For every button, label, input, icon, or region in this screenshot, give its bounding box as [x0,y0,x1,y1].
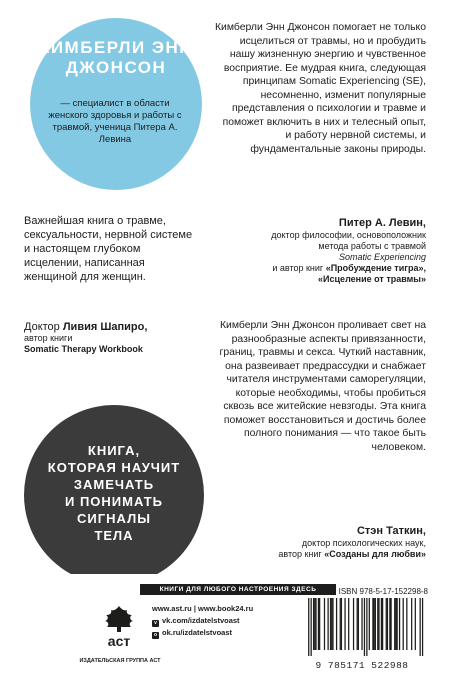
barcode-bar [330,598,331,650]
barcode-bar [377,598,378,650]
barcode-bar [331,598,332,650]
blurb-levine-text: Кимберли Энн Джонсон помогает не только исцелиться от травмы, но и пробудить нашу жизненную энергию и чувственное восприятие. Ее мудрая книга, следующая принципам Somatic Experiencing (SE), несомненно, изменит популярные представления о психологии и травме и поможет включить в них и телесный опыт, и работу нервной системы, и фундаментальные законы природы. [215,22,426,155]
author-name-line1: КИМБЕРЛИ ЭНН [38,38,194,57]
barcode-bar [319,598,320,650]
barcode-bar [340,598,341,650]
barcode-bar [324,598,325,650]
barcode-bars [296,598,428,656]
barcode-bar [357,598,358,650]
barcode-bar [364,598,365,656]
slogan-line5: СИГНАЛЫ [77,511,151,526]
isbn-label: ISBN 978-5-17-152298-8 [338,587,428,596]
barcode-bar [395,598,396,650]
barcode-bar [313,598,314,650]
quote-author: Ливия Шапиро, [62,321,148,333]
publisher-links [152,603,282,639]
blurb-tatkin-book: «Созданы для любви» [324,549,426,559]
barcode-bar [399,598,400,650]
blurb-levine-role-3: Somatic Experiencing [338,252,426,262]
barcode-bar [314,598,315,650]
barcode-bar [308,598,309,656]
barcode-bar [411,598,412,650]
barcode-bar [366,598,367,656]
barcode-bar [382,598,383,650]
quote-shapiro-attribution [24,322,204,355]
blurb-levine-role-4: и автор книг [272,263,326,273]
barcode-bar [327,598,328,650]
blurb-levine-role-1: доктор философии, основоположник [271,230,426,240]
slogan-line6: ТЕЛА [94,528,134,543]
barcode-bar [374,598,375,650]
slogan [30,442,198,544]
author-description: — специалист в области женского здоровья и работы с травмой, ученица Питера А. Левина [48,98,182,145]
blurb-levine-role-2: метода работы с травмой [318,241,426,251]
barcode-bar [415,598,416,650]
author-name [36,38,196,78]
barcode-bar [381,598,382,650]
barcode-bar [387,598,388,650]
barcode-bar [369,598,370,650]
slogan-line4: И ПОНИМАТЬ [65,494,163,509]
publisher-site-link[interactable]: www.ast.ru | www.book24.ru [152,604,254,613]
barcode-bar [378,598,379,650]
blurb-levine-book1: «Пробуждение тигра», [325,263,426,273]
blurb-levine-books-1 [222,263,426,274]
blurb-tatkin-author: Стэн Таткин, [356,525,426,537]
publisher-vk-row [152,615,282,627]
barcode-bar [403,598,404,650]
blurb-levine-book2: «Исцеление от травмы» [318,274,426,284]
barcode-bar [420,598,421,656]
barcode-bar [348,598,349,650]
barcode-bar [375,598,376,650]
barcode-bar [358,598,359,650]
barcode-bar [361,598,362,650]
blurb-tatkin-signature [222,524,426,560]
publisher-vk-link[interactable]: vk.com/izdatelstvoast [162,616,240,625]
quote-book: Somatic Therapy Workbook [24,344,143,354]
publisher-slogan-bar: КНИГИ ДЛЯ ЛЮБОГО НАСТРОЕНИЯ ЗДЕСЬ [140,584,336,595]
blurb-levine-author: Питер А. Левин, [338,217,426,229]
barcode-bar [386,598,387,650]
blurb-tatkin-role-2: автор книг [278,549,325,559]
quote-author-prefix: Доктор [24,321,63,333]
barcode-bar [394,598,395,650]
barcode-bar [318,598,319,650]
barcode-number: 9 785171 522988 [315,660,409,671]
barcode-bar [372,598,373,650]
barcode-bar [315,598,316,650]
barcode-bar [344,598,345,650]
publisher-ok-link[interactable]: ok.ru/izdatelstvoast [162,628,233,637]
barcode-bar [390,598,391,650]
slogan-line2: КОТОРАЯ НАУЧИТ [47,460,181,475]
barcode-bar [397,598,398,650]
publisher-caption: ИЗДАТЕЛЬСКАЯ ГРУППА АСТ [79,658,161,664]
blurb-levine-signature [222,216,426,285]
barcode-bar [353,598,354,650]
barcode-bar [336,598,337,650]
barcode-bar [311,598,312,656]
publisher-ok-row [152,627,282,639]
barcode [296,598,428,668]
slogan-line3: ЗАМЕЧАТЬ [73,477,155,492]
vk-icon: v [152,620,159,627]
barcode-bar [406,598,407,650]
barcode-bar [422,598,423,656]
ast-logo-icon [96,604,142,650]
quote-role: автор книги [24,333,73,343]
blurb-tatkin-text: Кимберли Энн Джонсон проливает свет на разнообразные аспекты привязанности, границ, травмы и секса. Чуткий наставник, она развеивает предрассудки и снабжает читателя инструментами саморегуляции, которые необходимы, чтобы пробиться сквозь все житейские невзгоды. Эта книга поможет восстановиться и достичь более полного понимания — что такое быть человеком. [219,320,426,453]
quote-shapiro-text: Важнейшая книга о травме, сексуальности, нервной системе и настоящем глубоком исцелении, написанная женщиной для женщин. [24,215,193,283]
ok-icon: o [153,632,158,638]
blurb-tatkin-role-1: доктор психологических наук, [301,538,426,548]
barcode-bar [341,598,342,650]
barcode-bar [389,598,390,650]
slogan-line1: КНИГА, [87,443,141,458]
ast-logo-text: аст [107,633,131,649]
barcode-bar [332,598,333,650]
author-name-line2: ДЖОНСОН [65,58,167,77]
